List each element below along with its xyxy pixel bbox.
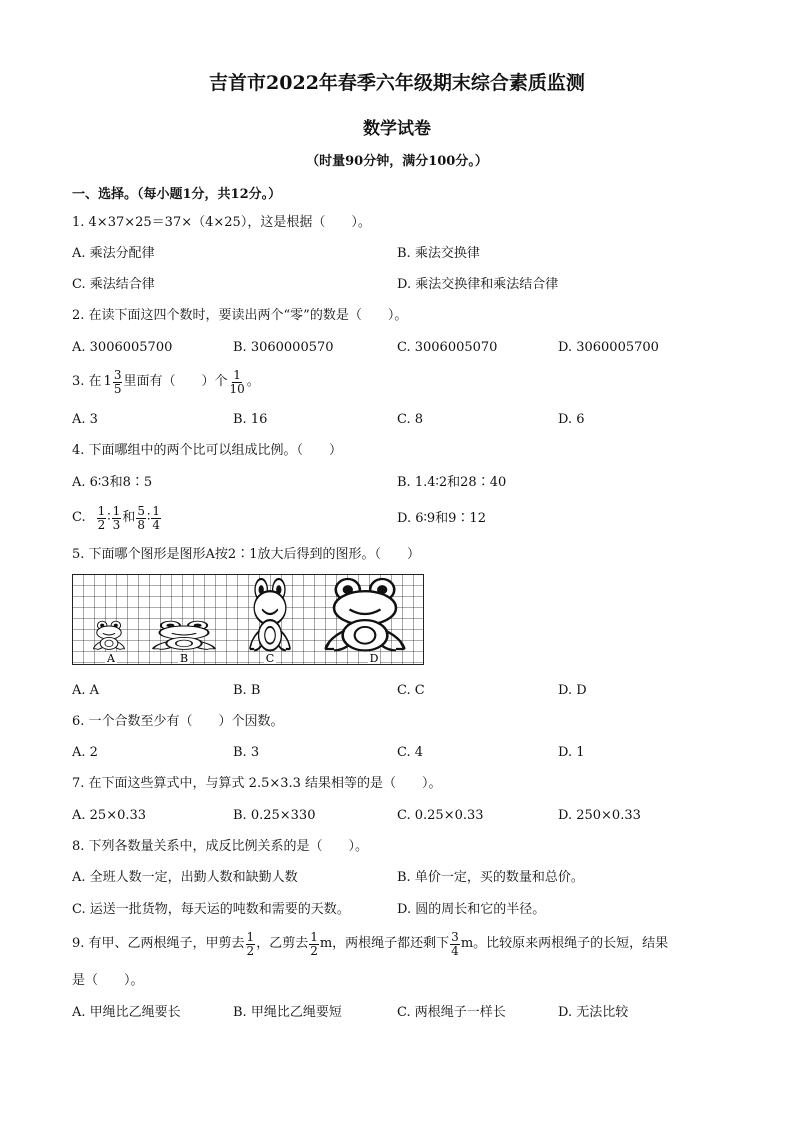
fraction [112,505,122,532]
q3-option-c[interactable]: C. 8 [397,412,424,427]
q7-option-c[interactable]: C. 0.25×0.33 [397,808,484,823]
q6-option-b[interactable]: B. 3 [233,745,260,760]
q5-option-c[interactable]: C. C [397,683,425,698]
denominator: 4 [152,517,160,532]
q4-option-c[interactable] [72,500,162,536]
denominator: 10 [229,381,245,396]
question-9-stem-line-2: 是（ ）。 [72,973,144,988]
fraction [246,931,256,958]
q8-option-b[interactable]: B. 单价一定，买的数量和总价。 [397,870,584,885]
q6-option-a[interactable]: A. 2 [72,745,98,760]
q5-option-b[interactable]: B. B [233,683,261,698]
numerator: 3 [113,367,122,382]
q3-fraction-1 [113,369,123,396]
q3-middle: 里面有（ ）个 [123,374,228,389]
q3-fraction-2 [228,369,245,396]
q4-option-a[interactable]: A. 6∶3和8∶5 [72,475,153,490]
question-1-stem: 1. 4×37×25＝37×（4×25），这是根据（ ）。 [72,215,371,230]
q8-option-a[interactable]: A. 全班人数一定，出勤人数和缺勤人数 [72,870,298,885]
numerator: 1 [310,929,318,944]
q9-option-c[interactable]: C. 两根绳子一样长 [397,1005,506,1020]
q2-option-b[interactable]: B. 3060000570 [233,340,334,355]
numerator: 3 [451,929,459,944]
question-2-stem: 2. 在读下面这四个数时，要读出两个“零”的数是（ ）。 [72,308,408,323]
q6-option-c[interactable]: C. 4 [397,745,424,760]
colon: ∶ [146,510,151,525]
question-7-stem: 7. 在下面这些算式中，与算式 2.5×3.3 结果相等的是（ ）。 [72,776,442,791]
denominator: 2 [97,517,106,532]
numerator: 1 [246,929,255,944]
q2-option-c[interactable]: C. 3006005070 [397,340,498,355]
figure-label-c: C [265,652,275,665]
q9-prefix: 9. 有甲、乙两根绳子，甲剪去 [72,936,245,951]
q5-option-a[interactable]: A. A [72,683,100,698]
page-subtitle: 数学试卷 [363,119,431,139]
figure-label-a: A [107,652,115,665]
q3-option-b[interactable]: B. 16 [233,412,268,427]
q1-option-a[interactable]: A. 乘法分配律 [72,246,155,261]
q2-option-a[interactable]: A. 3006005700 [72,340,173,355]
fraction [136,505,146,532]
and-text: 和 [122,510,136,525]
q9-suffix: m。比较原来两根绳子的长短，结果 [460,936,669,951]
numerator: 5 [137,503,145,518]
question-9-stem [72,926,668,962]
numerator: 1 [233,367,241,382]
question-6-stem: 6. 一个合数至少有（ ）个因数。 [72,714,284,729]
question-5-stem: 5. 下面哪个图形是图形A按2∶1放大后得到的图形。（ ） [72,547,420,562]
q9-option-d[interactable]: D. 无法比较 [558,1005,629,1020]
page-title: 吉首市2022年春季六年级期末综合素质监测 [209,72,585,94]
figure-label-b: B [179,652,189,665]
q9-middle-1: ，乙剪去 [256,936,309,951]
q4-option-b[interactable]: B. 1.4∶2和28∶40 [397,475,507,490]
numerator: 1 [152,503,160,518]
q3-option-a[interactable]: A. 3 [72,412,98,427]
q8-option-d[interactable]: D. 圆的周长和它的半径。 [397,902,546,917]
q9-option-a[interactable]: A. 甲绳比乙绳要长 [72,1005,181,1020]
frog-grid-figure [72,574,424,666]
question-4-stem: 4. 下面哪组中的两个比可以组成比例。（ ） [72,443,343,458]
question-3-stem [72,364,260,400]
fraction [309,931,319,958]
q3-option-d[interactable]: D. 6 [558,412,585,427]
q7-option-d[interactable]: D. 250×0.33 [558,808,641,823]
q7-option-b[interactable]: B. 0.25×330 [233,808,316,823]
q5-option-d[interactable]: D. D [558,683,587,698]
denominator: 2 [246,943,255,958]
denominator: 4 [451,943,459,958]
figure-label-d: D [369,652,379,665]
option-letter: C. [72,510,86,525]
numerator: 1 [97,503,106,518]
denominator: 8 [137,517,145,532]
numerator: 1 [112,503,121,518]
q3-suffix: 。 [246,374,260,389]
denominator: 2 [310,943,318,958]
denominator: 5 [113,381,122,396]
fraction [151,505,161,532]
q9-middle-2: m，两根绳子都还剩下 [319,936,450,951]
q1-option-c[interactable]: C. 乘法结合律 [72,277,155,292]
colon: ∶ [107,510,111,525]
q2-option-d[interactable]: D. 3060005700 [558,340,659,355]
q7-option-a[interactable]: A. 25×0.33 [72,808,147,823]
q9-option-b[interactable]: B. 甲绳比乙绳要短 [233,1005,342,1020]
q8-option-c[interactable]: C. 运送一批货物，每天运的吨数和需要的天数。 [72,902,350,917]
fraction [450,931,460,958]
q3-whole: 1 [103,374,112,389]
q6-option-d[interactable]: D. 1 [558,745,585,760]
exam-note: （时量90分钟，满分100分。） [306,154,488,169]
q1-option-d[interactable]: D. 乘法交换律和乘法结合律 [397,277,559,292]
q3-prefix: 3. 在 [72,374,102,389]
question-8-stem: 8. 下列各数量关系中，成反比例关系的是（ ）。 [72,839,369,854]
q1-option-b[interactable]: B. 乘法交换律 [397,246,480,261]
fraction [97,505,107,532]
q4-option-d[interactable]: D. 6∶9和9∶12 [397,511,486,526]
section-heading: 一、选择。（每小题1分，共12分。） [72,187,282,202]
denominator: 3 [112,517,121,532]
